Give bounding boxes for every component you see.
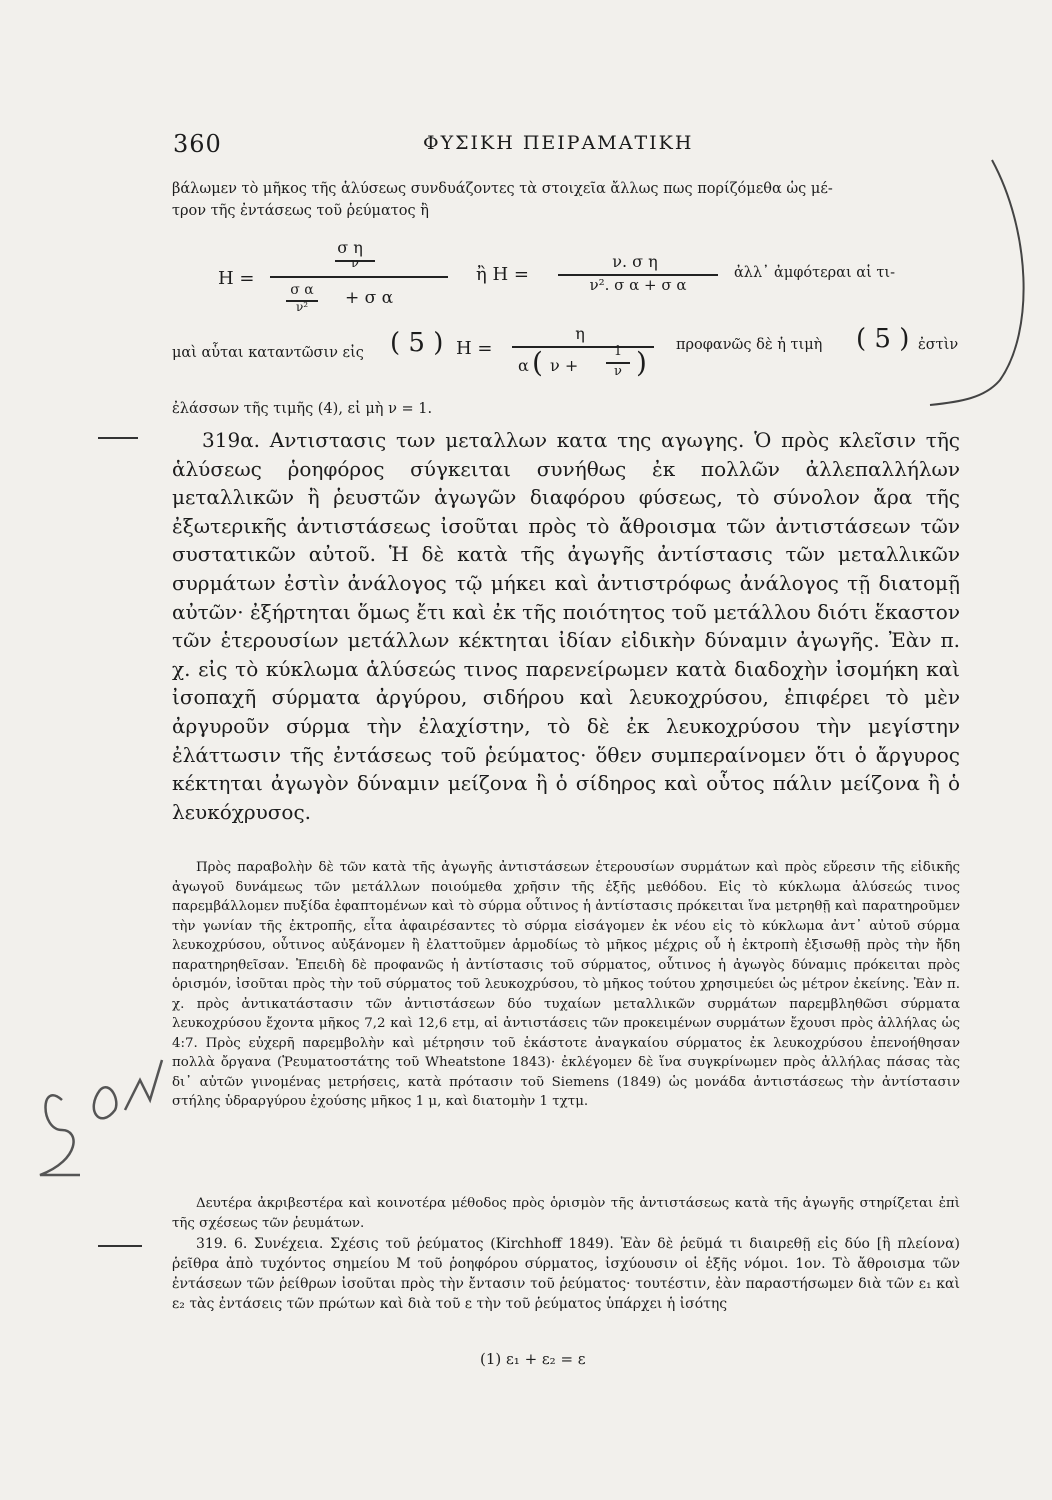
- formula-2-after: ἀλλ᾽ ἀμφότεραι αἱ τι-: [734, 265, 895, 281]
- formula-3-after-end: ἐστὶν: [918, 337, 959, 353]
- formula-3-den-a: α: [518, 356, 529, 375]
- intro-line-1: βάλωμεν τὸ μῆκος τῆς ἁλύσεως συνδυάζοντες τὰ στοιχεῖα ἄλλως πως πορίζόμεθα ὡς μέ-: [172, 181, 833, 197]
- running-title: ΦΥΣΙΚΗ ΠΕΙΡΑΜΑΤΙΚΗ: [423, 132, 694, 154]
- section-319b-paragraph: 319. 6. Συνέχεια. Σχέσις τοῦ ῥεύματος (Kirchhoff 1849). Ἐὰν δὲ ῥεῦμά τι διαιρεθῇ εἰς δύο [ἢ πλείονα) ῥεῖθρα ἀπὸ τυχόντος σημείου M τοῦ ῥοηφόρου σύρματος, ἰσχύουσιν οἱ ἑξῆς νόμοι. 1ον. Τὸ ἄθροισμα τῶν ἐντάσεων τῶν ῥείθρων ἰσοῦται πρὸς τὴν ἔντασιν τοῦ ῥεύματος· τουτέστιν, ἐὰν παραστήσωμεν διὰ τῶν ε₁ καὶ ε₂ τὰς ἐντάσεις τῶν πρώτων καὶ διὰ τοῦ ε τὴν τοῦ ῥεύματος ὑπάρχει ἡ ἰσότης: [172, 1236, 960, 1312]
- formula-3-prefix: μαὶ αὗται καταντῶσιν εἰς: [172, 345, 364, 361]
- formula-1-den-top: σ α: [290, 282, 314, 298]
- formula-1-den-rest: + σ α: [345, 288, 394, 308]
- intro-line-2: τρον τῆς ἐντάσεως τοῦ ῥεύματος ἢ: [172, 203, 429, 219]
- formula-1-num-bottom: ν: [351, 256, 359, 271]
- formula-2-lhs: ἢ H =: [476, 264, 530, 285]
- formula-3-lhs: H =: [456, 338, 493, 359]
- formula-1-den-bottom: ν²: [295, 300, 309, 314]
- formula-3-after: προφανῶς δὲ ἡ τιμὴ: [676, 337, 823, 353]
- formula-3-den-close-paren: ): [636, 346, 647, 379]
- formula-3-den-open-paren: (: [532, 346, 543, 379]
- formula-3-paren: ( 5 ): [390, 328, 444, 358]
- section-319a-paragraph: 319α. Αντιστασις των μεταλλων κατα της αγωγης. Ὁ πρὸς κλεῖσιν τῆς ἁλύσεως ῥοηφόρος σύγκειται συνήθως ἐκ πολλῶν ἀλλεπαλλήλων μεταλλικῶν ἢ ῥευστῶν ἀγωγῶν διαφόρου φύσεως, τὸ σύνολον ἄρα τῆς ἐξωτερικῆς ἀντιστάσεως ἰσοῦται πρὸς τὸ ἄθροισμα τῶν ἀντιστάσεων τῶν συστατικῶν αὐτοῦ. Ἡ δὲ κατὰ τῆς ἀγωγῆς ἀντίστασις τῶν μεταλλικῶν συρμάτων ἐστὶν ἀνάλογος τῷ μήκει καὶ ἀντιστρόφως ἀνάλογος τῇ διατομῇ αὐτῶν· ἐξήρτηται ὅμως ἔτι καὶ ἐκ τῆς ποιότητος τοῦ μετάλλου διότι ἕκαστον τῶν ἑτερουσίων μετάλλων κέκτηται ἰδίαν εἰδικὴν δύναμιν ἀγωγῆς. Ἐὰν π. χ. εἰς τὸ κύκλωμα ἁλύσεώς τινος παρενείρωμεν κατὰ διαδοχὴν ἰσομήκη καὶ ἰσοπαχῆ σύρματα ἀργύρου, σιδήρου καὶ λευκοχρύσου, ἐπιφέρει τὸ μὲν ἀργυροῦν σύρμα τὴν ἐλαχίστην, τὸ δὲ ἐκ λευκοχρύσου τὴν μεγίστην ἐλάττωσιν τῆς ἐντάσεως τοῦ ῥεύματος· ὅθεν συμπεραίνομεν ὅτι ὁ ἄργυρος κέκτηται ἀγωγὸν δύναμιν μείζονα ἢ ὁ σίδηρος καὶ οὗτος πάλιν μείζονα ἢ ὁ λευκόχρυσος.: [172, 428, 960, 824]
- formula-3-den-inner: ν +: [550, 356, 579, 375]
- formula-1-lhs: H =: [218, 268, 255, 289]
- formula-3-den-frac-top: 1: [613, 344, 623, 359]
- note-paragraph-1: Πρὸς παραβολὴν δὲ τῶν κατὰ τῆς ἀγωγῆς ἀντιστάσεων ἑτερουσίων συρμάτων καὶ πρὸς εὕρεσιν τῆς εἰδικῆς ἀγωγοῦ δυνάμεως τῶν μετάλλων ποιούμεθα χρῆσιν τῆς ἑξῆς μεθόδου. Εἰς τὸ κύκλωμα ἁλύσεώς τινος παρεμβάλλομεν πυξίδα ἐφαπτομένων καὶ τὸ σύρμα οὗτινος ἡ ἀντίστασις πρόκειται ἵνα μετρηθῇ καὶ παρατηροῦμεν τὴν γωνίαν τῆς ἐκτροπῆς, εἶτα ἀφαιρέσαντες τὸ σύρμα εἰσάγομεν ἐκ νέου εἰς τὸ κύκλωμα ἀντ᾽ αὐτοῦ σύρμα λευκοχρύσου, οὗτινος αὐξάνομεν ἢ ἐλαττοῦμεν ἁρμοδίως τὸ μῆκος μέχρις οὗ ἡ ἐκτροπὴ ἐξισωθῇ πρὸς τὴν ἤδη παρατηρηθεῖσαν. Ἐπειδὴ δὲ προφανῶς ἡ ἀντίστασις τοῦ σύρματος, οὗτινος ἡ ἀγωγὸς δύναμις πρόκειται πρὸς ὁρισμόν, ἰσοῦται πρὸς τὴν τοῦ σύρματος τοῦ λευκοχρύσου, τὸ μῆκος τούτου χρησιμεύει ὡς μέτρον ἐκείνης. Ἐὰν π. χ. πρὸς ἀντικατάστασιν τῶν ἀντιστάσεων δύο τυχαίων μεταλλικῶν συρμάτων παρεμβληθῶσι σύρματα λευκοχρύσου ἔχοντα μῆκος 7,2 καὶ 12,6 ετμ, αἱ ἀντιστάσεις τῶν προκειμένων συρμάτων ἔχουσι πρὸς ἀλλήλας ὡς 4:7. Πρὸς εὐχερῆ παρεμβολὴν καὶ μέτρησιν τοῦ ἑκάστοτε ἀναγκαίου σύρματος ἐκ λευκοχρύσου ἐπενοήθησαν πολλὰ ὄργανα (Ῥευματοστάτης τοῦ Wheatstone 1843)· ἐκλέγομεν δὲ ἵνα συγκρίνωμεν πρὸς ἀλλήλας πάσας τὰς δι᾽ αὐτῶν γινομένας μετρήσεις, κατὰ πρότασιν τοῦ Siemens (1849) ὡς μονάδα ἀντιστάσεως τὴν ἀντίστασιν στήλης ὑδραργύρου ἐχούσης μῆκος 1 μ, καὶ διατομὴν 1 τχτμ.: [172, 860, 960, 1109]
- formula-2-num: ν. σ η: [612, 252, 658, 271]
- formula-3-after-paren: ( 5 ): [856, 324, 910, 354]
- formula-1-num-top: σ η: [337, 238, 363, 257]
- page-number: 360: [173, 130, 222, 158]
- formula-4-line: ἐλάσσων τῆς τιμῆς (4), εἰ μὴ ν = 1.: [172, 401, 433, 417]
- equation-1: (1) ε₁ + ε₂ = ε: [480, 1350, 586, 1368]
- note-paragraph-2: Δευτέρα ἀκριβεστέρα καὶ κοινοτέρα μέθοδος πρὸς ὁρισμὸν τῆς ἀντιστάσεως κατὰ τῆς ἀγωγῆς στηρίζεται ἐπὶ τῆς σχέσεως τῶν ῥευμάτων.: [172, 1196, 960, 1231]
- formula-3-den-frac-bottom: ν: [614, 364, 622, 379]
- formula-2-den: ν². σ α + σ α: [589, 276, 687, 294]
- formula-3-num: η: [575, 324, 585, 343]
- handwritten-bracket-curve: [930, 160, 1024, 405]
- handwritten-pencil-note: [40, 1060, 162, 1175]
